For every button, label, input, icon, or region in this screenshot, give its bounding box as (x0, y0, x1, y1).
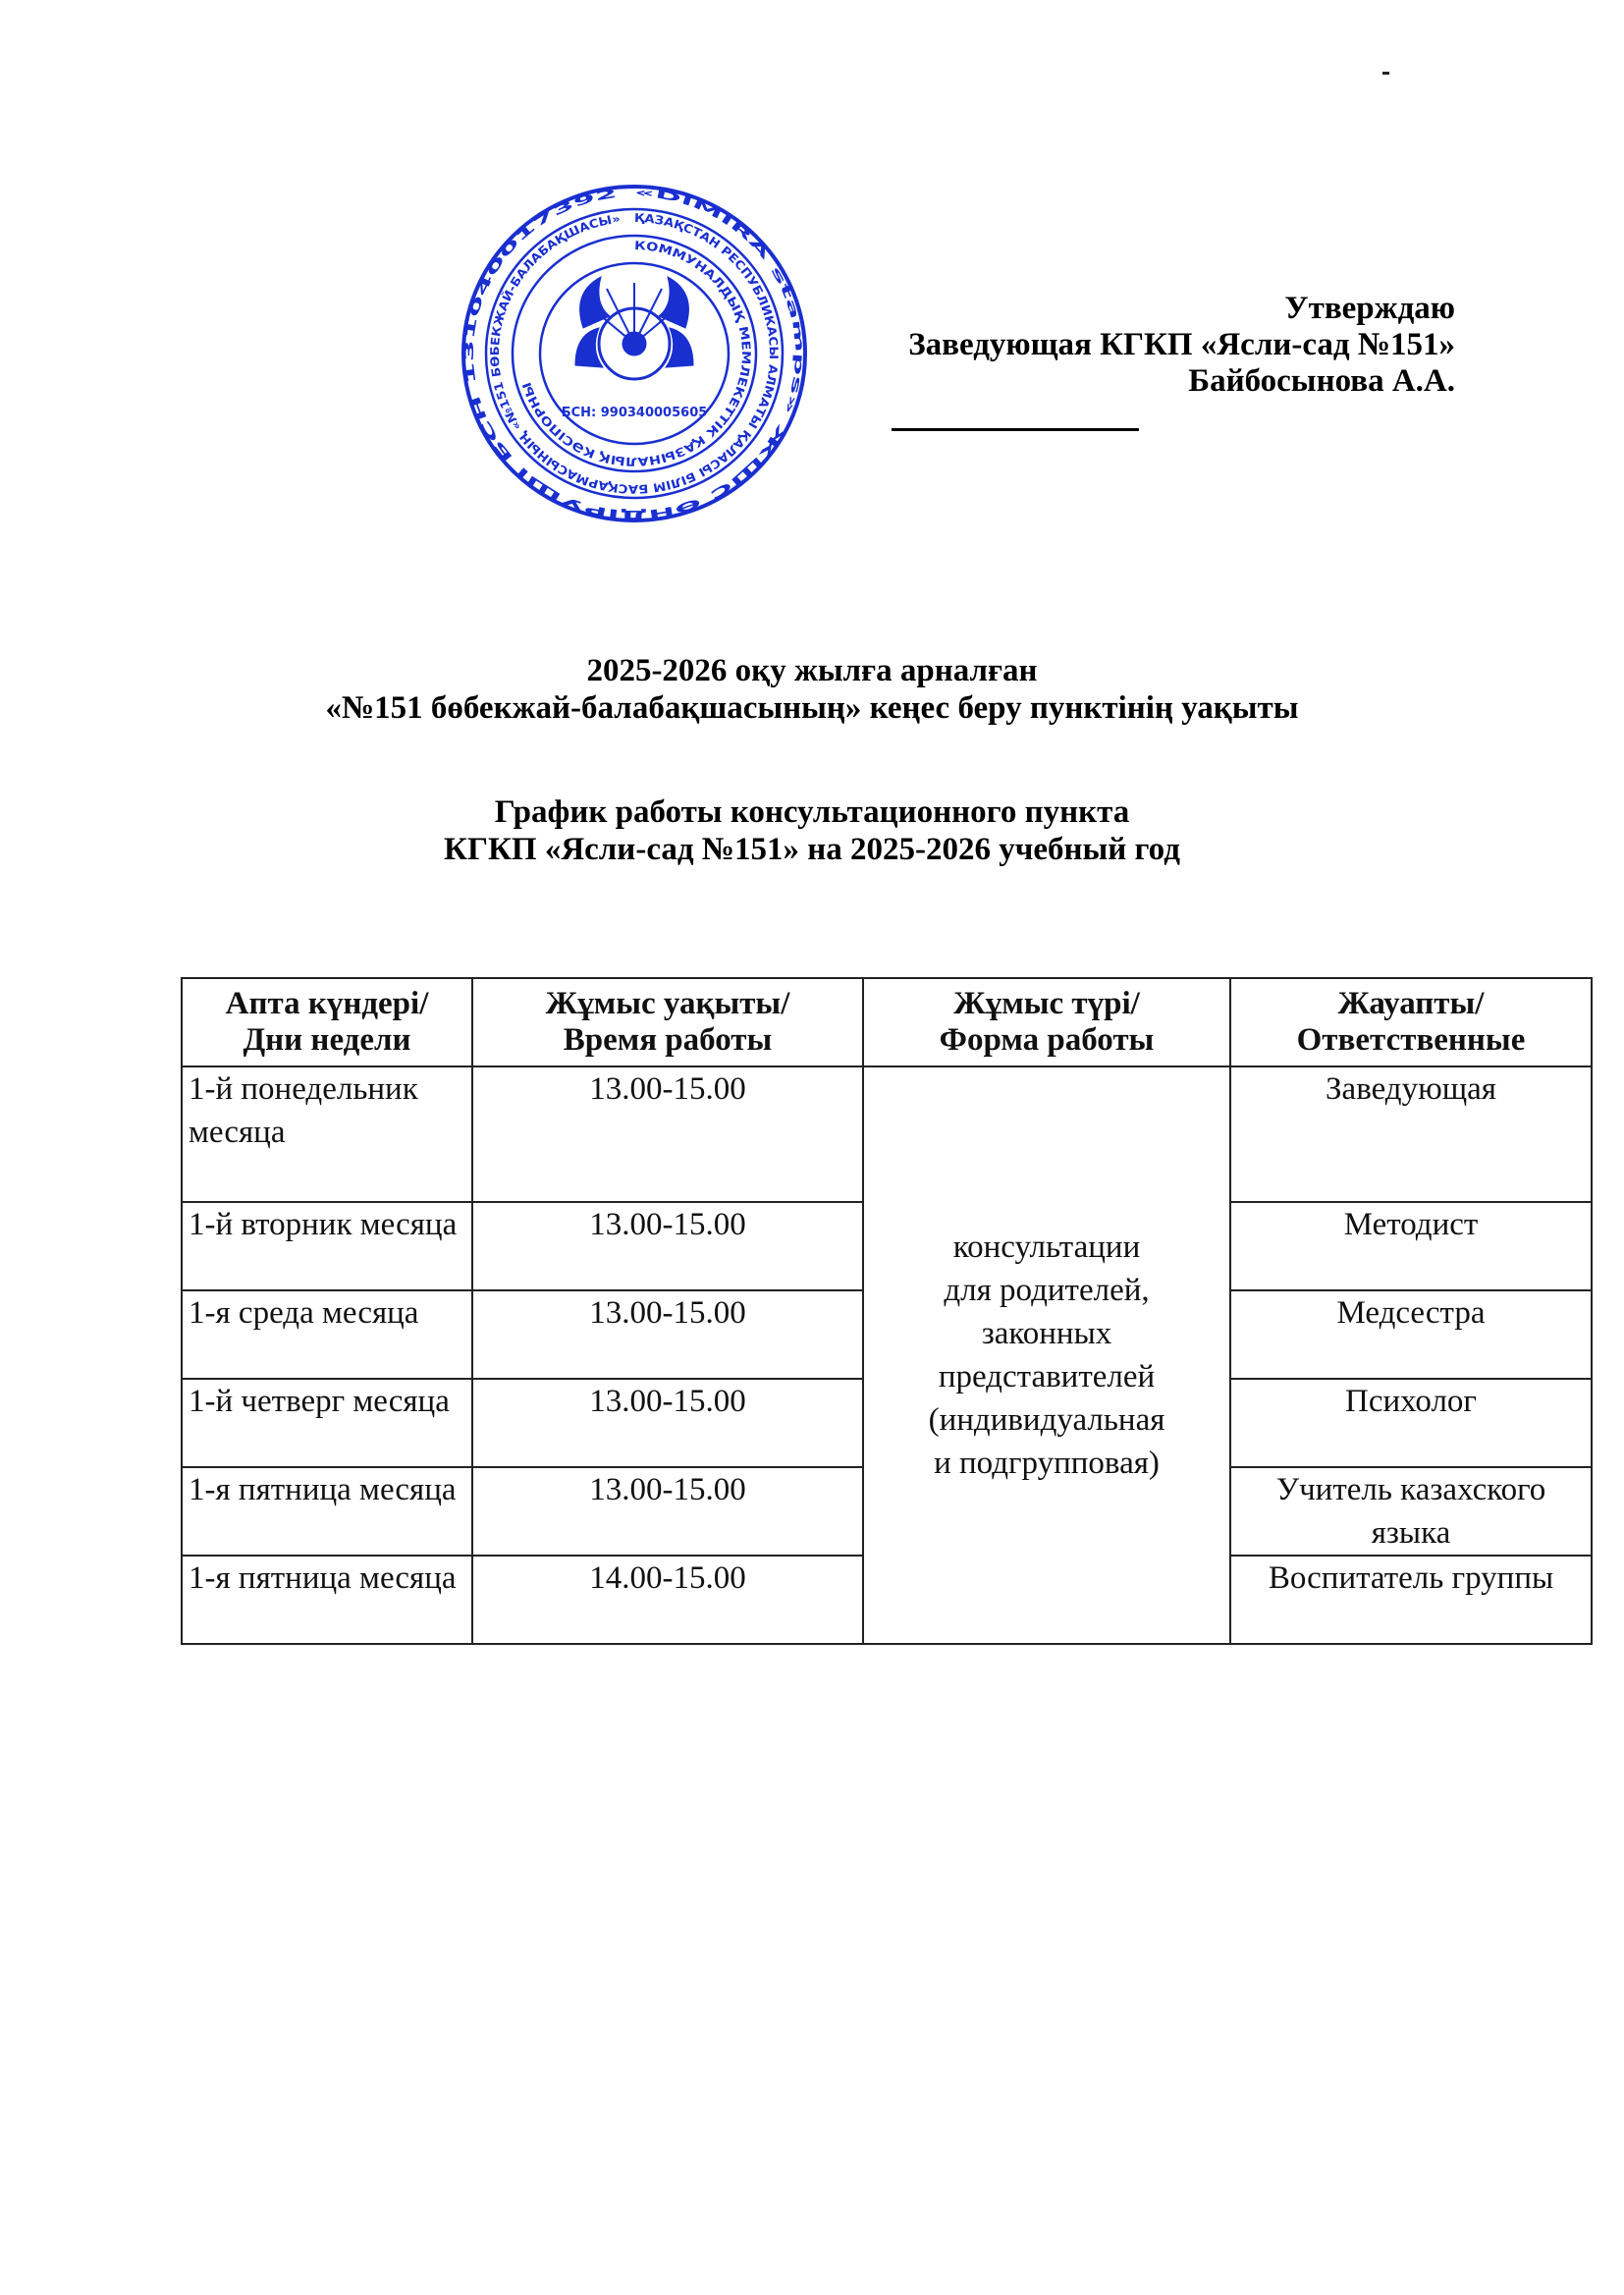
header-days (182, 978, 472, 1066)
cell-responsible: Учитель казахского языка (1230, 1467, 1592, 1556)
header-days-ru: Дни недели (243, 1022, 411, 1058)
header-form (863, 978, 1230, 1066)
cell-day: 1-й четверг месяца (182, 1379, 472, 1467)
form-line: для родителей, (944, 1273, 1150, 1308)
cell-responsible: Заведующая (1230, 1066, 1592, 1202)
table-header-row (182, 978, 1592, 1066)
scan-speck (1382, 72, 1389, 75)
schedule-table (181, 977, 1593, 1645)
cell-day: 1-я среда месяца (182, 1290, 472, 1379)
title-russian (0, 793, 1624, 868)
cell-time: 13.00-15.00 (472, 1379, 863, 1467)
header-form-kk: Жұмыс түрі/ (953, 986, 1140, 1021)
title-russian-line2: КГКП «Ясли-сад №151» на 2025-2026 учебный год (444, 832, 1180, 867)
form-line: законных (981, 1316, 1112, 1351)
approval-position: Заведующая КГКП «Ясли-сад №151» (908, 327, 1455, 362)
cell-day: 1-я пятница месяца (182, 1467, 472, 1556)
cell-responsible: Медсестра (1230, 1290, 1592, 1379)
title-russian-line1: График работы консультационного пункта (494, 794, 1130, 830)
approval-title: Утверждаю (1284, 291, 1455, 326)
cell-time: 13.00-15.00 (472, 1066, 863, 1202)
approval-block (908, 291, 1455, 400)
official-stamp (461, 185, 807, 522)
day-text: 1-й понедельник месяца (189, 1071, 418, 1150)
emblem-icon (575, 277, 693, 379)
cell-form-of-work (863, 1066, 1230, 1644)
header-days-kk: Апта күндері/ (225, 986, 429, 1021)
stamp-bin: БСН: 990340005605 (561, 406, 708, 420)
form-line: консультации (952, 1229, 1141, 1265)
table-row (182, 1066, 1592, 1202)
cell-time: 13.00-15.00 (472, 1467, 863, 1556)
approval-name: Байбосынова А.А. (1188, 363, 1455, 399)
header-responsible-ru: Ответственные (1296, 1022, 1526, 1058)
stamp-seal-icon (461, 185, 807, 522)
cell-day: 1-й вторник месяца (182, 1202, 472, 1290)
form-line: представителей (938, 1359, 1156, 1394)
cell-responsible: Психолог (1230, 1379, 1592, 1467)
cell-time: 14.00-15.00 (472, 1556, 863, 1644)
header-responsible-kk: Жауапты/ (1337, 986, 1485, 1021)
form-line: (индивидуальная (928, 1402, 1165, 1438)
header-time (472, 978, 863, 1066)
header-time-ru: Время работы (563, 1022, 773, 1058)
cell-responsible: Методист (1230, 1202, 1592, 1290)
cell-time: 13.00-15.00 (472, 1290, 863, 1379)
title-kazakh-line1: 2025-2026 оқу жылға арналған (586, 653, 1038, 688)
cell-responsible: Воспитатель группы (1230, 1556, 1592, 1644)
stamp-outer-text: ҚАЗАҚСТАН РЕСПУБЛИКАСЫ АЛМАТЫ ҚАЛАСЫ БІЛІМ БАСҚАРМАСЫНЫҢ «№151 БӨБЕКЖАЙ-БАЛАБАҚШАСЫ» (487, 210, 781, 497)
cell-day: 1-я пятница месяца (182, 1556, 472, 1644)
stamp-rim-text: «DIMIRA stamps» ЖШС ӨНДІРУШІ БСН 131040017392 (461, 185, 807, 522)
form-line: и подгрупповая) (934, 1446, 1160, 1481)
title-kazakh (0, 652, 1624, 727)
stamp-inner-text: КОММУНАЛДЫҚ МЕМЛЕКЕТТІК ҚАЗЫНАЛЫҚ КӘСІПОРНЫ (520, 238, 754, 469)
header-form-ru: Форма работы (939, 1022, 1155, 1058)
header-responsible (1230, 978, 1592, 1066)
title-kazakh-line2: «№151 бөбекжай-балабақшасының» кеңес беру пунктінің уақыты (325, 690, 1299, 726)
signature-line (892, 428, 1139, 431)
cell-time: 13.00-15.00 (472, 1202, 863, 1290)
cell-day (182, 1066, 472, 1202)
header-time-kk: Жұмыс уақыты/ (545, 986, 790, 1021)
